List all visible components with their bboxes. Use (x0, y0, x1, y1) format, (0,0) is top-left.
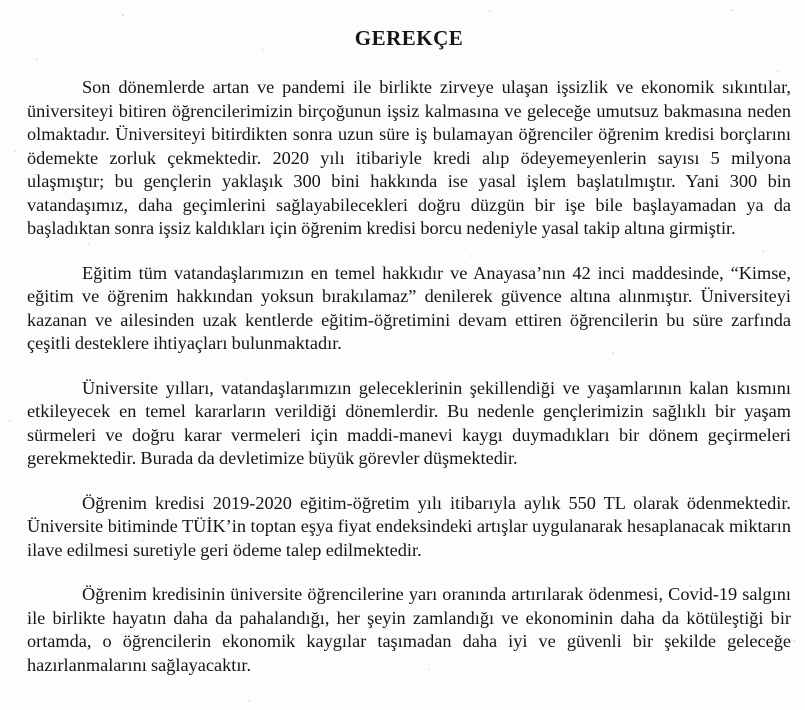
paragraph-university-years-importance: Üniversite yılları, vatandaşlarımızın geleceklerinin şekillendiği ve yaşamlarının kalan kısmını etkileyecek en temel kararların verildiği dönemlerdir. Bu nedenle gençlerimizin sağlıklı bir yaşam sürmeleri ve doğru karar vermeleri için maddi-manevi kaygı duymadıkları bir dönem geçirmeleri gerekmektedir. Burada da devletimize büyük görevler düşmektedir. (27, 377, 791, 468)
paragraph-loan-increase-proposal: Öğrenim kredisinin üniversite öğrencilerine yarı oranında artırılarak ödenmesi, Covid-19 salgını ile birlikte hayatın daha da pahalandığı, her şeyin zamlandığı ve ekonominin daha da kötüleştiği bir ortamda, o öğrencilerin ekonomik kaygılar taşımadan daha iyi ve güvenli bir şekilde geleceğe hazırlanmalarını sağlayacaktır. (27, 584, 791, 675)
document-title: GEREKÇE (354, 26, 464, 50)
paragraph-education-right-constitution: Eğitim tüm vatandaşlarımızın en temel hakkıdır ve Anayasa’nın 42 inci maddesinde, “Kimse, eğitim ve öğrenim hakkından yoksun bırakılamaz” denilerek güvence altına alınmıştır. Üniversiteyi kazanan ve ailesinden uzak kentlerde eğitim-öğretimini devam ettiren öğrencilerin bu süre zarfında çeşitli desteklere ihtiyaçları bulunmaktadır. (27, 262, 791, 353)
paragraph-loan-amount-repayment: Öğrenim kredisi 2019-2020 eğitim-öğretim yılı itibarıyla aylık 550 TL olarak ödenmektedir. Üniversite bitiminde TÜİK’in toptan eşya fiyat endeksindeki artışlar uygulanarak hesaplanacak miktarın ilave edilmesi suretiyle geri ödeme talep edilmektedir. (27, 492, 791, 560)
paragraph-unemployment-loan-debt: Son dönemlerde artan ve pandemi ile birlikte zirveye ulaşan işsizlik ve ekonomik sıkıntılar, üniversiteyi bitiren öğrencilerimizin birçoğunun işsiz kalmasına ve geleceğe umutsuz bakmasına neden olmaktadır. Üniversiteyi bitirdikten sonra uzun süre iş bulamayan öğrenciler öğrenim kredisi borçlarını ödemekte zorluk çekmektedir. 2020 yılı itibariyle kredi alıp ödeyemeyenlerin sayısı 5 milyona ulaşmıştır; bu gençlerin yaklaşık 300 bini hakkında ise yasal işlem başlatılmıştır. Yani 300 bin vatandaşımız, daha geçimlerini sağlayabilecekleri doğru düzgün bir işe bile başlayamadan ya da başladıktan sonra işsiz kaldıkları için öğrenim kredisi borcu nedeniyle yasal takip altına girmiştir. (27, 77, 791, 238)
scan-noise-speckles (0, 0, 2, 2)
